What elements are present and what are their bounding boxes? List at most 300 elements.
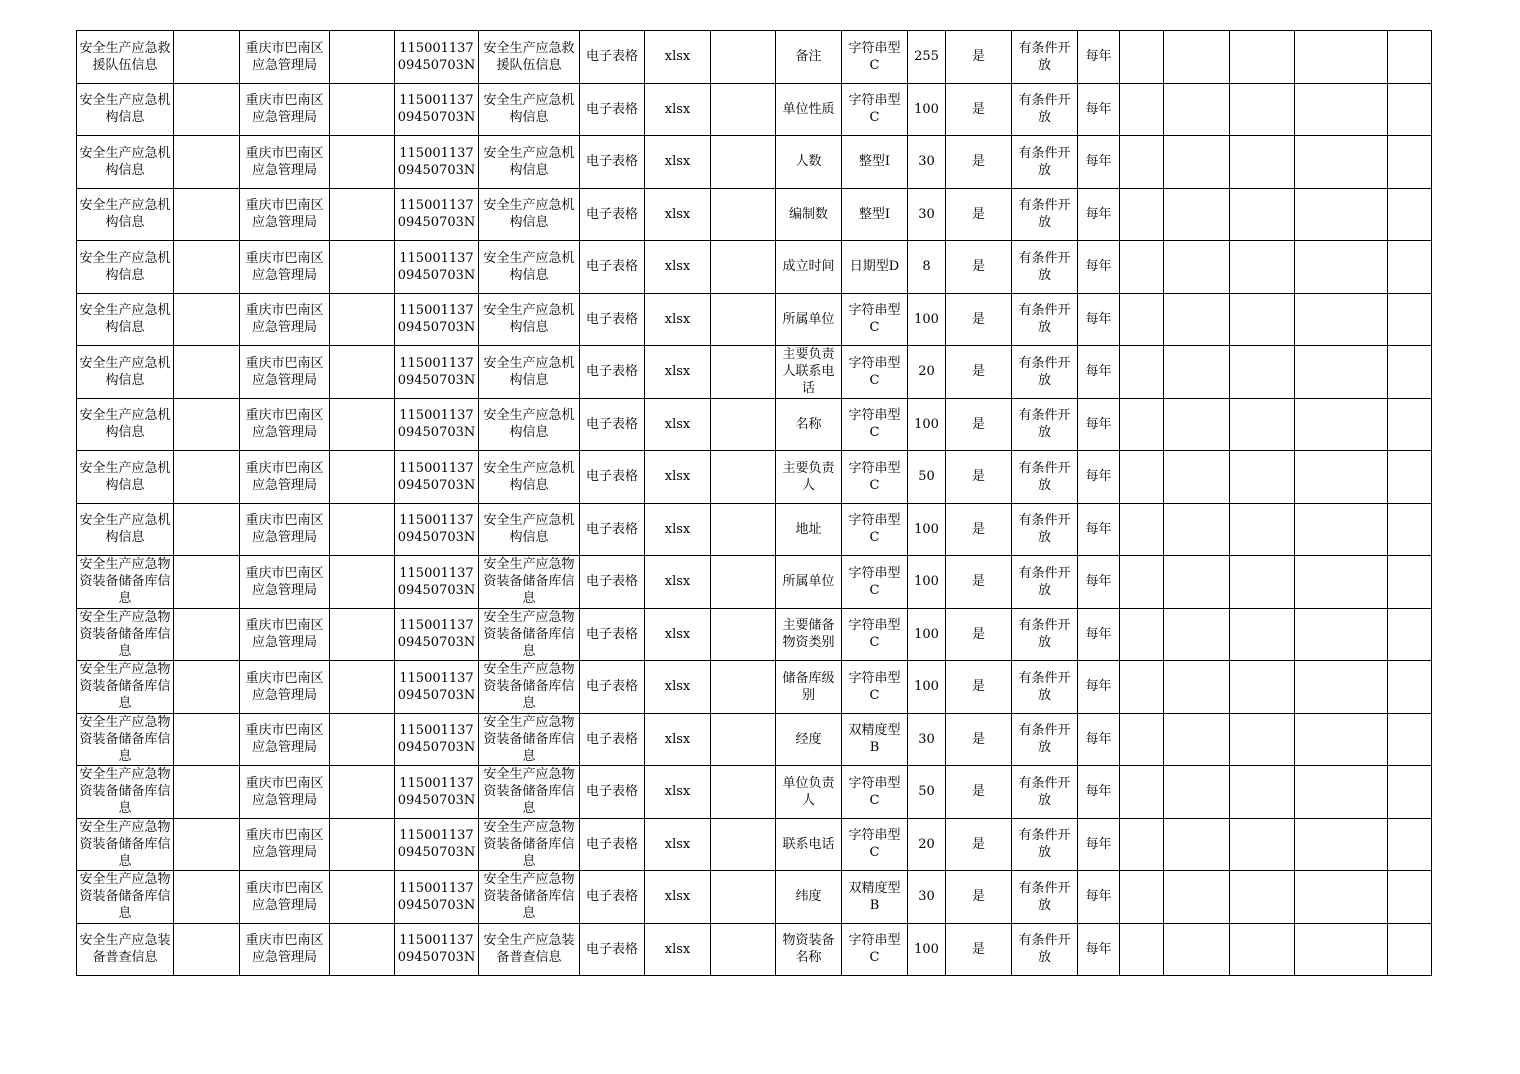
cell-col-blank-8	[1388, 346, 1432, 399]
cell-file-ext: xlsx	[645, 608, 711, 661]
cell-table-name: 安全生产应急物资装备储备库信息	[479, 556, 580, 609]
cell-col-blank-4	[1120, 241, 1164, 294]
cell-col-blank-6	[1230, 188, 1295, 241]
cell-share-type: 有条件开放	[1012, 661, 1078, 714]
cell-col-blank-7	[1295, 503, 1388, 556]
cell-col-blank-5	[1164, 241, 1230, 294]
cell-resource-format: 电子表格	[580, 241, 645, 294]
cell-field-length: 30	[908, 713, 946, 766]
cell-credit-code: 11500113709450703N	[395, 503, 479, 556]
table-row	[77, 83, 1432, 136]
table-row	[77, 661, 1432, 714]
cell-col-blank-1	[174, 818, 240, 871]
cell-col-blank-2	[330, 188, 395, 241]
cell-table-name: 安全生产应急物资装备储备库信息	[479, 766, 580, 819]
cell-field-name: 单位负责人	[776, 766, 842, 819]
cell-data-type: 字符串型C	[842, 293, 908, 346]
cell-update-cycle: 每年	[1078, 136, 1120, 189]
cell-col-blank-2	[330, 451, 395, 504]
cell-table-name: 安全生产应急机构信息	[479, 503, 580, 556]
cell-credit-code: 11500113709450703N	[395, 661, 479, 714]
cell-update-cycle: 每年	[1078, 556, 1120, 609]
cell-data-type: 字符串型C	[842, 818, 908, 871]
cell-col-blank-8	[1388, 556, 1432, 609]
cell-col-blank-8	[1388, 818, 1432, 871]
cell-col-blank-2	[330, 766, 395, 819]
cell-table-name: 安全生产应急物资装备储备库信息	[479, 818, 580, 871]
cell-provider: 重庆市巴南区应急管理局	[240, 556, 330, 609]
cell-col-blank-4	[1120, 608, 1164, 661]
data-catalog-table	[76, 30, 1432, 976]
cell-field-length: 100	[908, 556, 946, 609]
cell-update-cycle: 每年	[1078, 871, 1120, 924]
cell-field-name: 成立时间	[776, 241, 842, 294]
cell-credit-code: 11500113709450703N	[395, 451, 479, 504]
cell-data-type: 日期型D	[842, 241, 908, 294]
cell-col-blank-3	[711, 923, 776, 976]
cell-col-blank-1	[174, 608, 240, 661]
cell-col-blank-7	[1295, 241, 1388, 294]
cell-col-blank-8	[1388, 661, 1432, 714]
cell-provider: 重庆市巴南区应急管理局	[240, 346, 330, 399]
cell-col-blank-5	[1164, 31, 1230, 84]
table-row	[77, 608, 1432, 661]
cell-col-blank-8	[1388, 31, 1432, 84]
cell-col-blank-6	[1230, 713, 1295, 766]
cell-field-name: 主要负责人	[776, 451, 842, 504]
cell-col-blank-1	[174, 713, 240, 766]
table-row	[77, 241, 1432, 294]
cell-col-blank-4	[1120, 136, 1164, 189]
cell-required: 是	[946, 556, 1012, 609]
cell-field-length: 100	[908, 398, 946, 451]
cell-col-blank-5	[1164, 136, 1230, 189]
cell-provider: 重庆市巴南区应急管理局	[240, 503, 330, 556]
cell-resource-format: 电子表格	[580, 766, 645, 819]
cell-col-blank-8	[1388, 871, 1432, 924]
cell-col-blank-2	[330, 661, 395, 714]
cell-required: 是	[946, 83, 1012, 136]
cell-resource-format: 电子表格	[580, 661, 645, 714]
table-row	[77, 136, 1432, 189]
cell-resource-name: 安全生产应急物资装备储备库信息	[77, 818, 174, 871]
cell-col-blank-1	[174, 766, 240, 819]
cell-col-blank-7	[1295, 83, 1388, 136]
cell-col-blank-2	[330, 31, 395, 84]
cell-share-type: 有条件开放	[1012, 398, 1078, 451]
cell-resource-format: 电子表格	[580, 713, 645, 766]
cell-file-ext: xlsx	[645, 503, 711, 556]
cell-col-blank-3	[711, 451, 776, 504]
cell-col-blank-2	[330, 293, 395, 346]
cell-col-blank-5	[1164, 293, 1230, 346]
cell-required: 是	[946, 713, 1012, 766]
cell-col-blank-1	[174, 556, 240, 609]
cell-col-blank-2	[330, 818, 395, 871]
cell-col-blank-2	[330, 398, 395, 451]
cell-col-blank-4	[1120, 818, 1164, 871]
cell-col-blank-6	[1230, 451, 1295, 504]
cell-credit-code: 11500113709450703N	[395, 346, 479, 399]
cell-file-ext: xlsx	[645, 451, 711, 504]
cell-col-blank-8	[1388, 241, 1432, 294]
cell-resource-name: 安全生产应急机构信息	[77, 188, 174, 241]
cell-col-blank-6	[1230, 398, 1295, 451]
cell-credit-code: 11500113709450703N	[395, 398, 479, 451]
table-row	[77, 346, 1432, 399]
cell-resource-name: 安全生产应急物资装备储备库信息	[77, 871, 174, 924]
cell-resource-format: 电子表格	[580, 293, 645, 346]
cell-col-blank-6	[1230, 923, 1295, 976]
cell-file-ext: xlsx	[645, 293, 711, 346]
cell-col-blank-3	[711, 136, 776, 189]
cell-col-blank-5	[1164, 608, 1230, 661]
cell-required: 是	[946, 818, 1012, 871]
cell-col-blank-4	[1120, 398, 1164, 451]
cell-field-name: 经度	[776, 713, 842, 766]
table-row	[77, 503, 1432, 556]
cell-file-ext: xlsx	[645, 241, 711, 294]
cell-required: 是	[946, 136, 1012, 189]
cell-data-type: 字符串型C	[842, 31, 908, 84]
cell-col-blank-7	[1295, 556, 1388, 609]
cell-field-name: 单位性质	[776, 83, 842, 136]
cell-table-name: 安全生产应急物资装备储备库信息	[479, 608, 580, 661]
cell-required: 是	[946, 923, 1012, 976]
cell-field-length: 100	[908, 608, 946, 661]
cell-field-name: 编制数	[776, 188, 842, 241]
cell-share-type: 有条件开放	[1012, 188, 1078, 241]
cell-data-type: 字符串型C	[842, 556, 908, 609]
cell-update-cycle: 每年	[1078, 661, 1120, 714]
cell-required: 是	[946, 871, 1012, 924]
cell-file-ext: xlsx	[645, 346, 711, 399]
cell-share-type: 有条件开放	[1012, 346, 1078, 399]
cell-col-blank-7	[1295, 923, 1388, 976]
cell-col-blank-1	[174, 871, 240, 924]
cell-update-cycle: 每年	[1078, 503, 1120, 556]
cell-col-blank-3	[711, 293, 776, 346]
cell-col-blank-6	[1230, 293, 1295, 346]
cell-field-name: 联系电话	[776, 818, 842, 871]
cell-resource-format: 电子表格	[580, 451, 645, 504]
cell-resource-name: 安全生产应急物资装备储备库信息	[77, 608, 174, 661]
cell-col-blank-1	[174, 661, 240, 714]
cell-col-blank-5	[1164, 818, 1230, 871]
cell-field-length: 50	[908, 766, 946, 819]
cell-col-blank-3	[711, 713, 776, 766]
cell-share-type: 有条件开放	[1012, 136, 1078, 189]
cell-data-type: 字符串型C	[842, 83, 908, 136]
cell-col-blank-6	[1230, 346, 1295, 399]
cell-col-blank-3	[711, 661, 776, 714]
cell-file-ext: xlsx	[645, 136, 711, 189]
cell-table-name: 安全生产应急机构信息	[479, 293, 580, 346]
cell-data-type: 字符串型C	[842, 608, 908, 661]
cell-file-ext: xlsx	[645, 661, 711, 714]
cell-col-blank-5	[1164, 556, 1230, 609]
cell-provider: 重庆市巴南区应急管理局	[240, 188, 330, 241]
cell-share-type: 有条件开放	[1012, 556, 1078, 609]
cell-data-type: 整型I	[842, 188, 908, 241]
cell-update-cycle: 每年	[1078, 451, 1120, 504]
cell-resource-format: 电子表格	[580, 556, 645, 609]
cell-resource-format: 电子表格	[580, 188, 645, 241]
table-row	[77, 766, 1432, 819]
cell-resource-name: 安全生产应急物资装备储备库信息	[77, 661, 174, 714]
cell-file-ext: xlsx	[645, 83, 711, 136]
cell-col-blank-6	[1230, 503, 1295, 556]
cell-required: 是	[946, 503, 1012, 556]
cell-update-cycle: 每年	[1078, 241, 1120, 294]
table-row	[77, 713, 1432, 766]
cell-update-cycle: 每年	[1078, 346, 1120, 399]
cell-resource-name: 安全生产应急机构信息	[77, 398, 174, 451]
cell-table-name: 安全生产应急机构信息	[479, 241, 580, 294]
cell-field-length: 100	[908, 293, 946, 346]
cell-col-blank-8	[1388, 608, 1432, 661]
cell-col-blank-6	[1230, 83, 1295, 136]
cell-field-length: 100	[908, 661, 946, 714]
cell-provider: 重庆市巴南区应急管理局	[240, 713, 330, 766]
cell-file-ext: xlsx	[645, 818, 711, 871]
cell-table-name: 安全生产应急机构信息	[479, 346, 580, 399]
cell-credit-code: 11500113709450703N	[395, 31, 479, 84]
cell-resource-name: 安全生产应急机构信息	[77, 136, 174, 189]
cell-col-blank-2	[330, 83, 395, 136]
cell-col-blank-2	[330, 346, 395, 399]
cell-col-blank-2	[330, 556, 395, 609]
cell-field-name: 主要负责人联系电话	[776, 346, 842, 399]
cell-data-type: 字符串型C	[842, 661, 908, 714]
table-row	[77, 871, 1432, 924]
cell-required: 是	[946, 398, 1012, 451]
cell-data-type: 整型I	[842, 136, 908, 189]
cell-required: 是	[946, 451, 1012, 504]
cell-col-blank-4	[1120, 346, 1164, 399]
table-row	[77, 293, 1432, 346]
cell-update-cycle: 每年	[1078, 923, 1120, 976]
cell-provider: 重庆市巴南区应急管理局	[240, 871, 330, 924]
cell-required: 是	[946, 661, 1012, 714]
cell-resource-format: 电子表格	[580, 346, 645, 399]
cell-col-blank-4	[1120, 556, 1164, 609]
cell-share-type: 有条件开放	[1012, 503, 1078, 556]
cell-field-length: 50	[908, 451, 946, 504]
cell-file-ext: xlsx	[645, 871, 711, 924]
cell-resource-format: 电子表格	[580, 83, 645, 136]
table-row	[77, 451, 1432, 504]
cell-col-blank-4	[1120, 451, 1164, 504]
cell-field-name: 地址	[776, 503, 842, 556]
cell-provider: 重庆市巴南区应急管理局	[240, 398, 330, 451]
cell-resource-name: 安全生产应急物资装备储备库信息	[77, 556, 174, 609]
cell-col-blank-4	[1120, 188, 1164, 241]
cell-file-ext: xlsx	[645, 556, 711, 609]
cell-resource-name: 安全生产应急机构信息	[77, 83, 174, 136]
cell-provider: 重庆市巴南区应急管理局	[240, 608, 330, 661]
cell-col-blank-5	[1164, 346, 1230, 399]
cell-col-blank-8	[1388, 293, 1432, 346]
cell-col-blank-1	[174, 31, 240, 84]
cell-resource-format: 电子表格	[580, 818, 645, 871]
cell-col-blank-2	[330, 503, 395, 556]
cell-col-blank-5	[1164, 503, 1230, 556]
cell-data-type: 字符串型C	[842, 923, 908, 976]
cell-col-blank-3	[711, 83, 776, 136]
cell-field-name: 所属单位	[776, 293, 842, 346]
cell-credit-code: 11500113709450703N	[395, 818, 479, 871]
cell-resource-name: 安全生产应急机构信息	[77, 293, 174, 346]
cell-col-blank-3	[711, 346, 776, 399]
cell-update-cycle: 每年	[1078, 398, 1120, 451]
cell-col-blank-7	[1295, 398, 1388, 451]
cell-col-blank-8	[1388, 83, 1432, 136]
cell-resource-format: 电子表格	[580, 871, 645, 924]
cell-update-cycle: 每年	[1078, 766, 1120, 819]
cell-col-blank-1	[174, 293, 240, 346]
cell-col-blank-6	[1230, 608, 1295, 661]
cell-col-blank-8	[1388, 188, 1432, 241]
cell-resource-name: 安全生产应急救援队伍信息	[77, 31, 174, 84]
cell-share-type: 有条件开放	[1012, 241, 1078, 294]
cell-col-blank-1	[174, 398, 240, 451]
cell-resource-name: 安全生产应急机构信息	[77, 346, 174, 399]
cell-col-blank-3	[711, 556, 776, 609]
cell-col-blank-1	[174, 83, 240, 136]
table-row	[77, 31, 1432, 84]
cell-resource-name: 安全生产应急机构信息	[77, 503, 174, 556]
cell-provider: 重庆市巴南区应急管理局	[240, 136, 330, 189]
cell-col-blank-7	[1295, 818, 1388, 871]
cell-file-ext: xlsx	[645, 188, 711, 241]
cell-col-blank-1	[174, 923, 240, 976]
cell-credit-code: 11500113709450703N	[395, 136, 479, 189]
cell-field-length: 100	[908, 83, 946, 136]
cell-field-name: 所属单位	[776, 556, 842, 609]
cell-col-blank-1	[174, 503, 240, 556]
cell-col-blank-5	[1164, 451, 1230, 504]
cell-update-cycle: 每年	[1078, 31, 1120, 84]
cell-field-name: 物资装备名称	[776, 923, 842, 976]
cell-required: 是	[946, 766, 1012, 819]
cell-col-blank-4	[1120, 503, 1164, 556]
cell-field-name: 人数	[776, 136, 842, 189]
cell-table-name: 安全生产应急机构信息	[479, 451, 580, 504]
cell-data-type: 字符串型C	[842, 766, 908, 819]
cell-credit-code: 11500113709450703N	[395, 188, 479, 241]
cell-data-type: 双精度型B	[842, 713, 908, 766]
cell-file-ext: xlsx	[645, 31, 711, 84]
table-row	[77, 398, 1432, 451]
cell-col-blank-2	[330, 608, 395, 661]
cell-col-blank-3	[711, 188, 776, 241]
cell-table-name: 安全生产应急物资装备储备库信息	[479, 661, 580, 714]
cell-col-blank-8	[1388, 503, 1432, 556]
cell-table-name: 安全生产应急物资装备储备库信息	[479, 713, 580, 766]
cell-col-blank-6	[1230, 818, 1295, 871]
cell-col-blank-8	[1388, 398, 1432, 451]
cell-col-blank-1	[174, 346, 240, 399]
cell-col-blank-7	[1295, 661, 1388, 714]
cell-share-type: 有条件开放	[1012, 713, 1078, 766]
cell-share-type: 有条件开放	[1012, 923, 1078, 976]
cell-resource-format: 电子表格	[580, 608, 645, 661]
cell-col-blank-3	[711, 398, 776, 451]
cell-table-name: 安全生产应急机构信息	[479, 83, 580, 136]
cell-share-type: 有条件开放	[1012, 818, 1078, 871]
cell-field-name: 主要储备物资类别	[776, 608, 842, 661]
cell-col-blank-4	[1120, 83, 1164, 136]
cell-col-blank-3	[711, 818, 776, 871]
cell-col-blank-6	[1230, 871, 1295, 924]
cell-col-blank-5	[1164, 188, 1230, 241]
cell-col-blank-4	[1120, 713, 1164, 766]
cell-share-type: 有条件开放	[1012, 608, 1078, 661]
cell-resource-format: 电子表格	[580, 923, 645, 976]
cell-update-cycle: 每年	[1078, 83, 1120, 136]
cell-col-blank-3	[711, 608, 776, 661]
cell-data-type: 字符串型C	[842, 451, 908, 504]
cell-resource-name: 安全生产应急机构信息	[77, 451, 174, 504]
table-row	[77, 556, 1432, 609]
cell-field-name: 名称	[776, 398, 842, 451]
cell-col-blank-7	[1295, 31, 1388, 84]
cell-credit-code: 11500113709450703N	[395, 608, 479, 661]
cell-provider: 重庆市巴南区应急管理局	[240, 661, 330, 714]
cell-col-blank-3	[711, 31, 776, 84]
cell-col-blank-2	[330, 241, 395, 294]
cell-data-type: 字符串型C	[842, 346, 908, 399]
cell-col-blank-1	[174, 188, 240, 241]
cell-provider: 重庆市巴南区应急管理局	[240, 451, 330, 504]
cell-table-name: 安全生产应急装备普查信息	[479, 923, 580, 976]
cell-required: 是	[946, 31, 1012, 84]
cell-provider: 重庆市巴南区应急管理局	[240, 923, 330, 976]
cell-field-length: 30	[908, 188, 946, 241]
cell-col-blank-4	[1120, 293, 1164, 346]
cell-data-type: 双精度型B	[842, 871, 908, 924]
cell-share-type: 有条件开放	[1012, 766, 1078, 819]
cell-col-blank-7	[1295, 871, 1388, 924]
cell-col-blank-4	[1120, 31, 1164, 84]
cell-col-blank-4	[1120, 923, 1164, 976]
cell-col-blank-7	[1295, 188, 1388, 241]
cell-col-blank-2	[330, 871, 395, 924]
cell-field-length: 8	[908, 241, 946, 294]
cell-resource-name: 安全生产应急机构信息	[77, 241, 174, 294]
cell-table-name: 安全生产应急救援队伍信息	[479, 31, 580, 84]
cell-col-blank-3	[711, 503, 776, 556]
cell-file-ext: xlsx	[645, 766, 711, 819]
cell-provider: 重庆市巴南区应急管理局	[240, 818, 330, 871]
cell-col-blank-7	[1295, 346, 1388, 399]
cell-update-cycle: 每年	[1078, 188, 1120, 241]
cell-credit-code: 11500113709450703N	[395, 871, 479, 924]
cell-resource-format: 电子表格	[580, 503, 645, 556]
cell-col-blank-3	[711, 766, 776, 819]
cell-provider: 重庆市巴南区应急管理局	[240, 83, 330, 136]
cell-update-cycle: 每年	[1078, 608, 1120, 661]
table-row	[77, 923, 1432, 976]
cell-field-name: 纬度	[776, 871, 842, 924]
cell-share-type: 有条件开放	[1012, 31, 1078, 84]
cell-col-blank-6	[1230, 661, 1295, 714]
cell-resource-name: 安全生产应急装备普查信息	[77, 923, 174, 976]
cell-field-length: 20	[908, 346, 946, 399]
cell-credit-code: 11500113709450703N	[395, 293, 479, 346]
cell-col-blank-3	[711, 871, 776, 924]
